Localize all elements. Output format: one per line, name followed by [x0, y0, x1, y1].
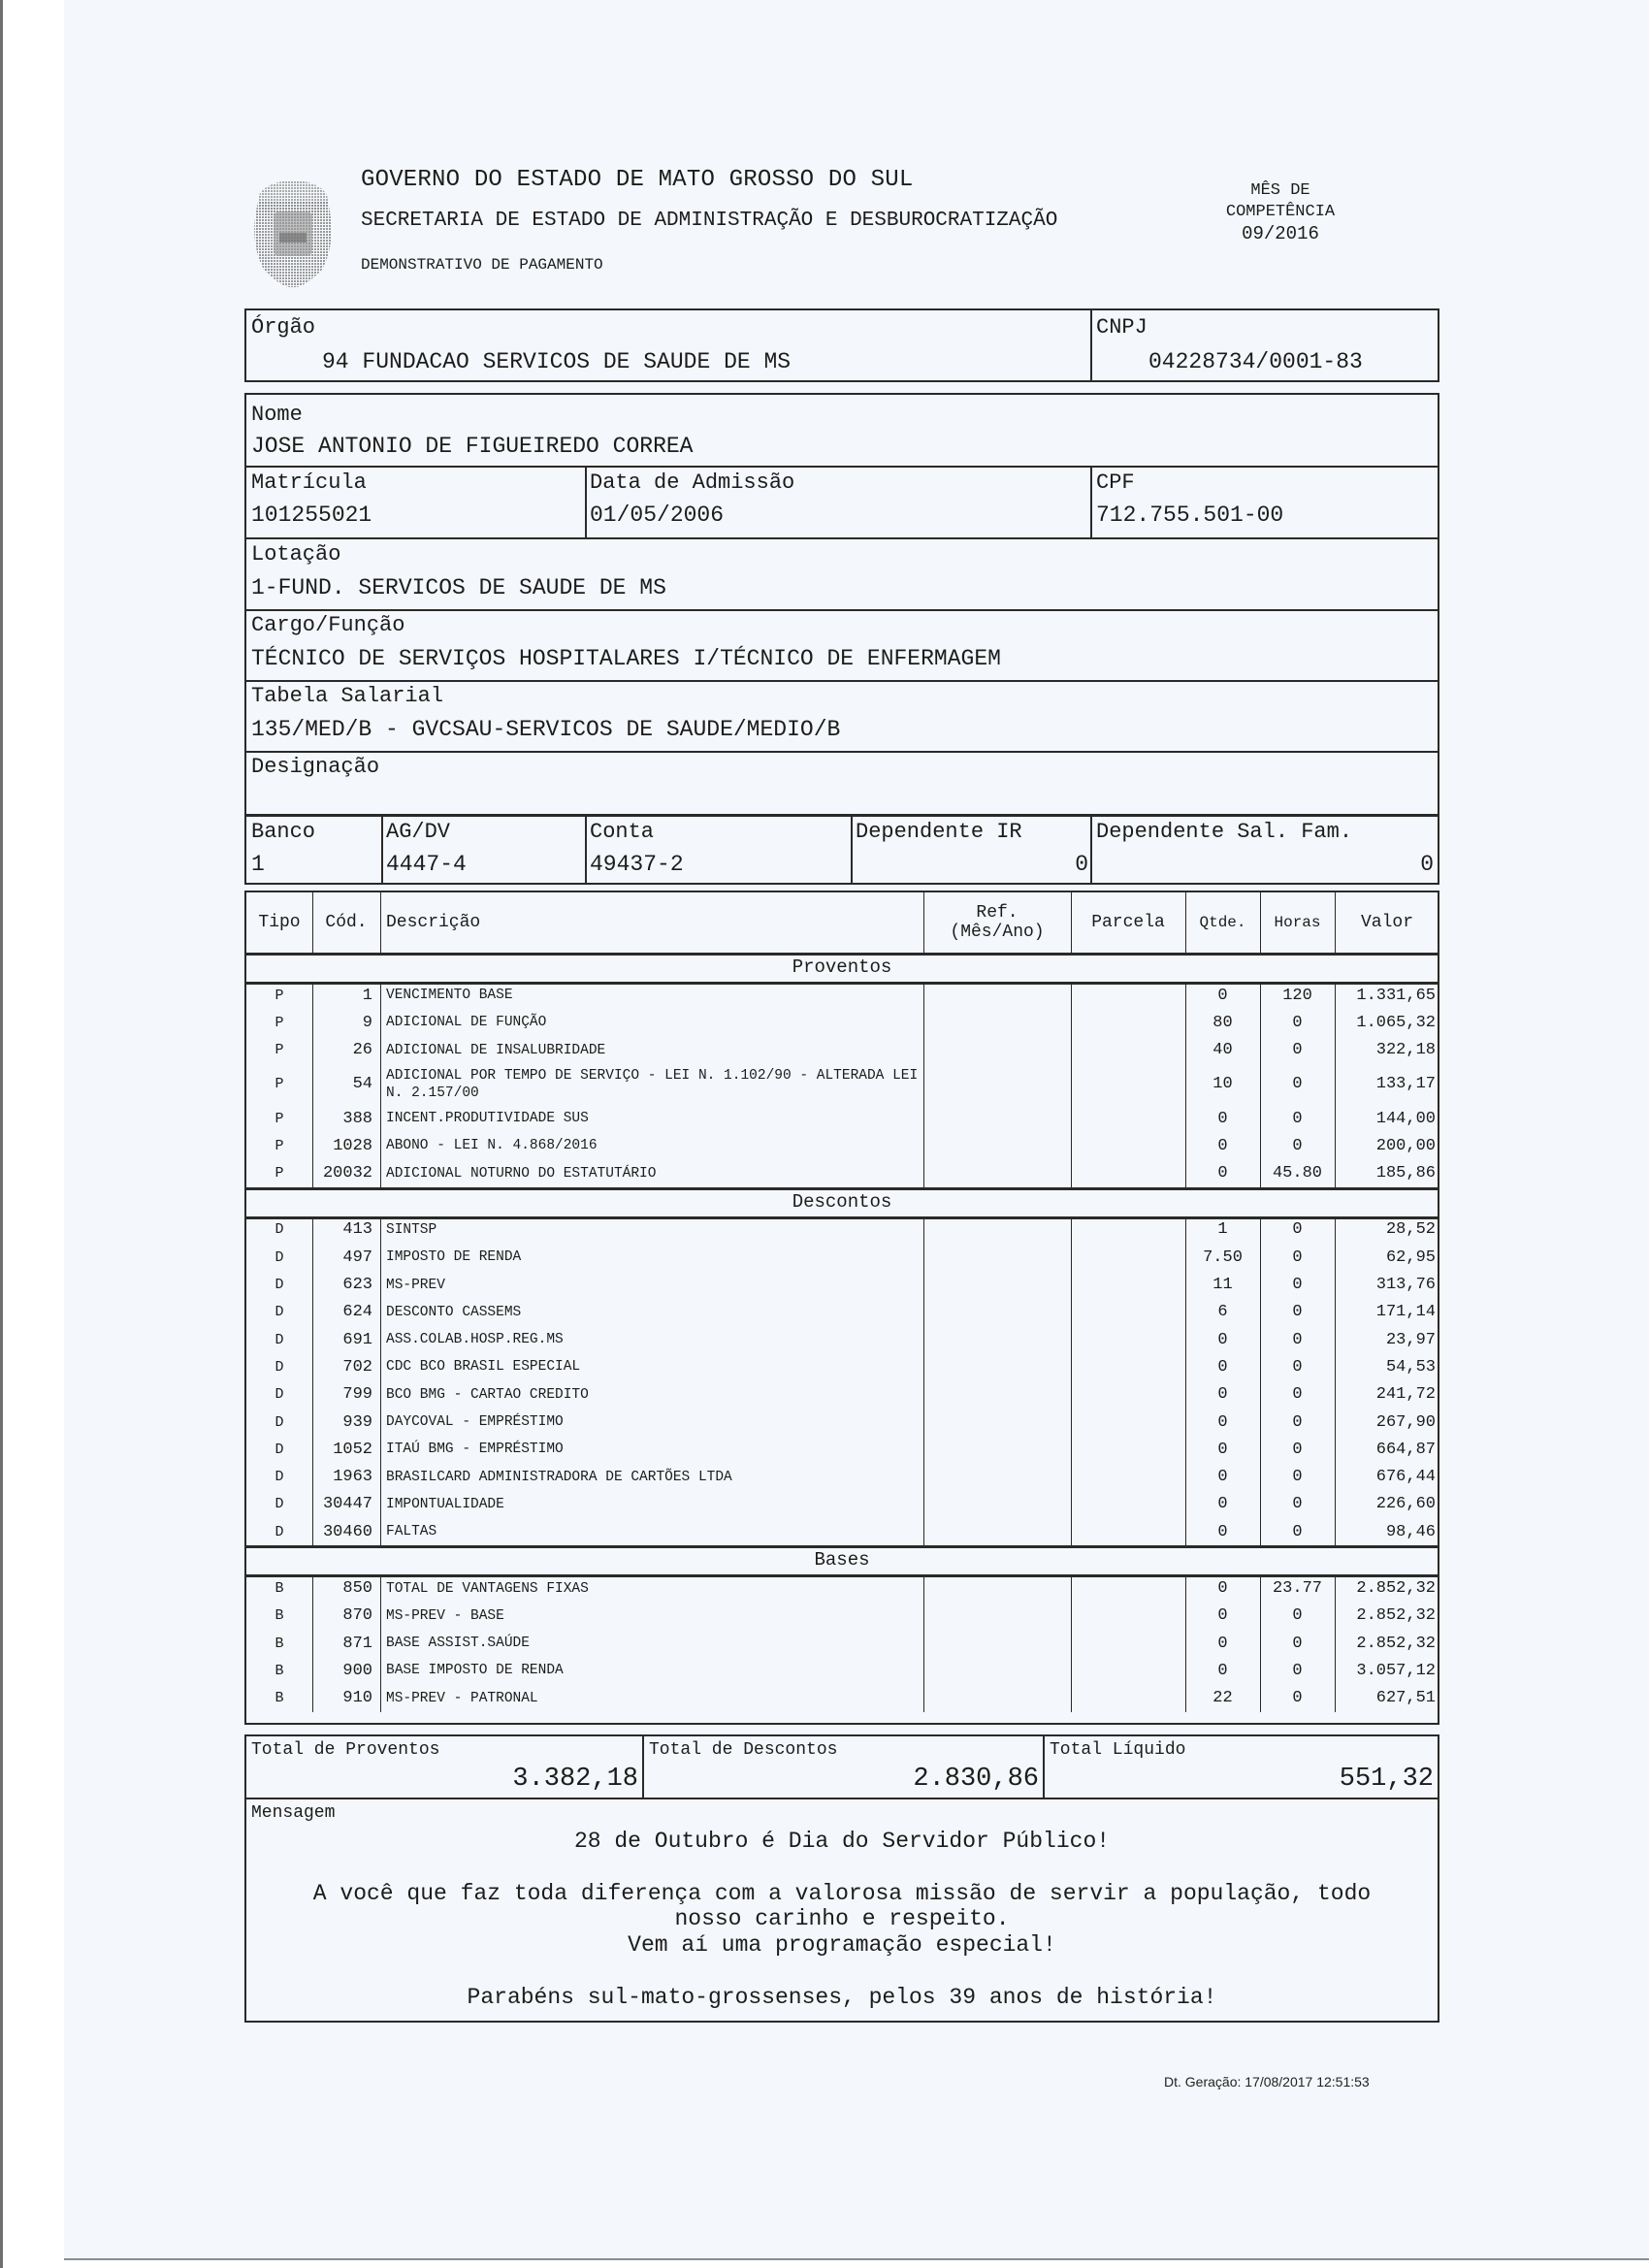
generation-date: Dt. Geração: 17/08/2017 12:51:53	[1164, 2074, 1370, 2090]
cell-cod: 623	[342, 1276, 372, 1295]
cell-descricao: BASE ASSIST.SAÚDE	[386, 1636, 530, 1652]
total-liquido-cell	[1045, 1736, 1438, 1798]
cell-cod: 691	[342, 1330, 372, 1349]
cell-valor: 664,87	[1375, 1440, 1436, 1459]
table-row	[246, 1353, 1438, 1380]
cell-horas: 0	[1292, 1330, 1303, 1349]
header-ref-line2: (Mês/Ano)	[950, 923, 1045, 942]
cell-qtde: 0	[1217, 1136, 1228, 1155]
banco-value: 1	[251, 852, 265, 877]
cell-horas: 0	[1292, 1661, 1303, 1680]
table-row	[246, 1657, 1438, 1684]
matricula-value: 101255021	[251, 502, 372, 528]
cell-descricao: ASS.COLAB.HOSP.REG.MS	[386, 1332, 564, 1348]
cell-descricao: DAYCOVAL - EMPRÉSTIMO	[386, 1414, 564, 1431]
cell-descricao: BCO BMG - CARTAO CREDITO	[386, 1386, 589, 1403]
dep-salfam-label: Dependente Sal. Fam.	[1096, 820, 1353, 844]
cell-cod: 26	[352, 1041, 372, 1060]
cell-qtde: 0	[1217, 1357, 1228, 1377]
cell-tipo: B	[275, 1607, 284, 1625]
cell-valor: 2.852,32	[1356, 1606, 1436, 1626]
table-row	[246, 1160, 1438, 1187]
table-row	[246, 1105, 1438, 1132]
table-row	[246, 1271, 1438, 1298]
mensagem-line-3: nosso carinho e respeito.	[674, 1906, 1010, 1931]
cell-valor: 62,95	[1385, 1247, 1436, 1267]
cell-valor: 627,51	[1375, 1689, 1436, 1708]
mensagem-line-5: Parabéns sul-mato-grossenses, pelos 39 anos de história!	[467, 1985, 1217, 2010]
divider	[381, 817, 383, 883]
competencia-label-1: MÊS DE	[1250, 181, 1310, 200]
cell-cod: 871	[342, 1634, 372, 1653]
column-divider	[1185, 1216, 1186, 1546]
lotacao-value: 1-FUND. SERVICOS DE SAUDE DE MS	[251, 575, 666, 600]
cell-cod: 910	[342, 1689, 372, 1708]
header-cod: Cód.	[325, 913, 368, 932]
cell-cod: 20032	[322, 1164, 372, 1183]
competencia-block	[1203, 180, 1358, 244]
column-divider	[380, 1574, 381, 1712]
cell-descricao: FALTAS	[386, 1524, 437, 1540]
cell-qtde: 0	[1217, 1634, 1228, 1653]
nome-value: JOSE ANTONIO DE FIGUEIREDO CORREA	[251, 434, 694, 459]
cell-qtde: 0	[1217, 1661, 1228, 1680]
cnpj-value: 04228734/0001-83	[1148, 349, 1363, 374]
admissao-value: 01/05/2006	[590, 502, 725, 528]
total-liquido-value: 551,32	[1339, 1765, 1434, 1794]
admissao-label: Data de Admissão	[590, 470, 795, 495]
cell-horas: 0	[1292, 1247, 1303, 1267]
dep-ir-label: Dependente IR	[856, 820, 1022, 844]
mensagem-box	[244, 1798, 1439, 2023]
dep-salfam-value: 0	[1420, 852, 1434, 877]
cell-tipo: D	[275, 1469, 284, 1486]
cell-tipo: P	[275, 1042, 284, 1059]
cell-cod: 1	[362, 986, 372, 1005]
header-ref	[923, 892, 1071, 953]
cell-horas: 0	[1292, 1385, 1303, 1405]
cell-valor: 171,14	[1375, 1303, 1436, 1322]
column-divider	[1185, 1574, 1186, 1712]
total-proventos-label: Total de Proventos	[251, 1740, 440, 1760]
cell-valor: 28,52	[1385, 1220, 1436, 1240]
cell-qtde: 0	[1217, 1330, 1228, 1349]
cell-horas: 0	[1292, 1303, 1303, 1322]
table-row	[246, 1064, 1438, 1105]
cell-horas: 0	[1292, 1606, 1303, 1626]
cell-tipo: B	[275, 1662, 284, 1679]
cell-valor: 98,46	[1385, 1522, 1436, 1541]
government-title: GOVERNO DO ESTADO DE MATO GROSSO DO SUL	[361, 167, 914, 193]
column-divider	[1260, 982, 1261, 1187]
cell-tipo: D	[275, 1277, 284, 1294]
cell-qtde: 0	[1217, 1468, 1228, 1487]
cell-qtde: 1	[1217, 1220, 1228, 1240]
cell-valor: 133,17	[1375, 1075, 1436, 1094]
cell-tipo: P	[275, 1014, 284, 1031]
nome-label: Nome	[251, 403, 303, 427]
cell-valor: 322,18	[1375, 1041, 1436, 1060]
table-row	[246, 982, 1438, 1009]
cell-horas: 0	[1292, 1041, 1303, 1060]
orgao-label: Órgão	[251, 315, 316, 340]
cell-qtde: 0	[1217, 986, 1228, 1005]
cell-tipo: B	[275, 1635, 284, 1652]
header-horas: Horas	[1274, 914, 1321, 931]
totals-box	[244, 1734, 1439, 1799]
table-row	[246, 1464, 1438, 1491]
cell-horas: 45.80	[1272, 1164, 1322, 1183]
cell-descricao: ADICIONAL DE INSALUBRIDADE	[386, 1042, 606, 1058]
cell-tipo: D	[275, 1523, 284, 1540]
cell-descricao: ADICIONAL DE FUNÇÃO	[386, 1015, 547, 1031]
cell-cod: 624	[342, 1303, 372, 1322]
cell-descricao: ADICIONAL POR TEMPO DE SERVIÇO - LEI N. 1.102/90 - ALTERADA LEI N. 2.157/00	[386, 1067, 919, 1101]
cell-valor: 2.852,32	[1356, 1634, 1436, 1653]
table-row	[246, 1409, 1438, 1436]
tabela-value: 135/MED/B - GVCSAU-SERVICOS DE SAUDE/MEDIO/B	[251, 717, 841, 742]
tabela-label: Tabela Salarial	[251, 684, 444, 708]
section-title-proventos: Proventos	[792, 956, 892, 978]
cell-cod: 413	[342, 1220, 372, 1240]
divider	[585, 468, 587, 537]
cell-horas: 0	[1292, 1357, 1303, 1377]
cell-valor: 2.852,32	[1356, 1579, 1436, 1599]
table-row	[246, 1381, 1438, 1409]
cell-valor: 23,97	[1385, 1330, 1436, 1349]
column-divider	[1335, 1216, 1336, 1546]
cell-qtde: 11	[1212, 1276, 1233, 1295]
column-divider	[380, 892, 381, 953]
lotacao-label: Lotação	[251, 542, 341, 567]
table-row	[246, 1244, 1438, 1271]
cell-qtde: 0	[1217, 1412, 1228, 1432]
table-row	[246, 1037, 1438, 1064]
cell-qtde: 0	[1217, 1606, 1228, 1626]
banco-row	[246, 817, 1438, 883]
table-row	[246, 1132, 1438, 1159]
divider	[246, 1574, 1438, 1577]
cell-horas: 0	[1292, 1013, 1303, 1032]
cell-horas: 0	[1292, 1075, 1303, 1094]
total-proventos-cell	[246, 1736, 642, 1798]
column-divider	[1335, 982, 1336, 1187]
column-divider	[1071, 892, 1072, 953]
total-descontos-value: 2.830,86	[913, 1765, 1039, 1794]
agencia-value: 4447-4	[386, 852, 467, 877]
cell-valor: 3.057,12	[1356, 1661, 1436, 1680]
total-descontos-label: Total de Descontos	[649, 1740, 838, 1760]
total-liquido-label: Total Líquido	[1050, 1740, 1186, 1760]
cell-horas: 0	[1292, 1109, 1303, 1128]
table-row	[246, 1518, 1438, 1545]
orgao-value: 94 FUNDACAO SERVICOS DE SAUDE DE MS	[322, 349, 792, 374]
divider	[851, 817, 853, 883]
table-row	[246, 1685, 1438, 1712]
column-divider	[1335, 892, 1336, 953]
cell-tipo: D	[275, 1304, 284, 1321]
cargo-label: Cargo/Função	[251, 613, 405, 637]
cell-cod: 1963	[333, 1468, 372, 1487]
cell-qtde: 0	[1217, 1440, 1228, 1459]
state-coat-of-arms-icon	[244, 173, 341, 293]
cell-tipo: P	[275, 1110, 284, 1127]
cell-valor: 313,76	[1375, 1276, 1436, 1295]
cell-tipo: D	[275, 1496, 284, 1513]
cell-qtde: 0	[1217, 1495, 1228, 1514]
cell-tipo: P	[275, 1165, 284, 1183]
servidor-box	[244, 393, 1439, 885]
cell-horas: 0	[1292, 1468, 1303, 1487]
total-proventos-value: 3.382,18	[512, 1765, 638, 1794]
header-qtde: Qtde.	[1199, 914, 1246, 931]
column-divider	[923, 1574, 924, 1712]
column-divider	[1260, 1216, 1261, 1546]
cell-qtde: 7.50	[1203, 1247, 1243, 1267]
table-row	[246, 1216, 1438, 1244]
divider	[246, 982, 1438, 985]
cell-qtde: 80	[1212, 1013, 1233, 1032]
cell-descricao: TOTAL DE VANTAGENS FIXAS	[386, 1580, 589, 1597]
cell-tipo: D	[275, 1331, 284, 1348]
column-divider	[923, 982, 924, 1187]
cell-valor: 676,44	[1375, 1468, 1436, 1487]
cell-tipo: D	[275, 1248, 284, 1266]
orgao-box	[244, 308, 1439, 382]
column-divider	[380, 1216, 381, 1546]
cell-horas: 0	[1292, 1689, 1303, 1708]
cell-horas: 0	[1292, 1220, 1303, 1240]
cell-valor: 1.331,65	[1356, 986, 1436, 1005]
divider	[246, 1545, 1438, 1548]
secretariat-title: SECRETARIA DE ESTADO DE ADMINISTRAÇÃO E DESBUROCRATIZAÇÃO	[361, 210, 1058, 232]
column-divider	[923, 892, 924, 953]
mensagem-line-1: 28 de Outubro é Dia do Servidor Público!	[573, 1829, 1111, 1854]
mensagem-line-4: Vem aí uma programação especial!	[628, 1932, 1056, 1958]
cell-cod: 30460	[322, 1522, 372, 1541]
dep-ir-value: 0	[1075, 852, 1088, 877]
column-divider	[380, 982, 381, 1187]
header-tipo: Tipo	[258, 913, 301, 932]
column-divider	[1071, 1574, 1072, 1712]
cell-tipo: D	[275, 1221, 284, 1239]
cell-horas: 0	[1292, 1440, 1303, 1459]
divider	[246, 1216, 1438, 1219]
cell-horas: 0	[1292, 1522, 1303, 1541]
conta-label: Conta	[590, 820, 655, 844]
header-parcela: Parcela	[1091, 913, 1165, 932]
column-divider	[923, 1216, 924, 1546]
cell-descricao: BRASILCARD ADMINISTRADORA DE CARTÕES LTDA	[386, 1469, 732, 1485]
mensagem-line-2: A você que faz toda diferença com a valorosa missão de servir a população, todo	[312, 1881, 1372, 1906]
cell-horas: 23.77	[1272, 1579, 1322, 1599]
cell-tipo: D	[275, 1441, 284, 1458]
cell-qtde: 0	[1217, 1522, 1228, 1541]
column-divider	[1071, 982, 1072, 1187]
cell-cod: 702	[342, 1357, 372, 1377]
cargo-value: TÉCNICO DE SERVIÇOS HOSPITALARES I/TÉCNICO DE ENFERMAGEM	[251, 646, 1001, 671]
cell-horas: 0	[1292, 1276, 1303, 1295]
cell-qtde: 0	[1217, 1385, 1228, 1405]
cell-descricao: ADICIONAL NOTURNO DO ESTATUTÁRIO	[386, 1165, 657, 1182]
table-row	[246, 1009, 1438, 1036]
divider	[585, 817, 587, 883]
cell-descricao: DESCONTO CASSEMS	[386, 1304, 522, 1320]
total-descontos-cell	[644, 1736, 1043, 1798]
cell-valor: 54,53	[1385, 1357, 1436, 1377]
divider	[246, 609, 1438, 611]
cell-tipo: P	[275, 1076, 284, 1093]
cell-cod: 799	[342, 1385, 372, 1405]
cell-descricao: ITAÚ BMG - EMPRÉSTIMO	[386, 1442, 564, 1458]
cell-cod: 939	[342, 1412, 372, 1432]
cell-cod: 1052	[333, 1440, 372, 1459]
conta-value: 49437-2	[590, 852, 684, 877]
table-row	[246, 1326, 1438, 1353]
cnpj-label: CNPJ	[1096, 315, 1148, 340]
cell-descricao: MS-PREV	[386, 1277, 445, 1293]
cell-cod: 900	[342, 1661, 372, 1680]
payroll-table	[244, 891, 1439, 1725]
divider	[1090, 310, 1092, 380]
cell-cod: 30447	[322, 1495, 372, 1514]
cell-horas: 0	[1292, 1634, 1303, 1653]
competencia-value: 09/2016	[1242, 223, 1319, 244]
cell-horas: 0	[1292, 1136, 1303, 1155]
cell-descricao: ABONO - LEI N. 4.868/2016	[386, 1138, 598, 1154]
column-divider	[1071, 1216, 1072, 1546]
column-divider	[312, 1216, 313, 1546]
banco-label: Banco	[251, 820, 316, 844]
column-divider	[1185, 892, 1186, 953]
cell-descricao: SINTSP	[386, 1221, 437, 1238]
divider	[1090, 817, 1092, 883]
table-row	[246, 1630, 1438, 1657]
cell-qtde: 0	[1217, 1164, 1228, 1183]
cell-qtde: 10	[1212, 1075, 1233, 1094]
divider	[246, 751, 1438, 753]
cell-descricao: IMPOSTO DE RENDA	[386, 1249, 522, 1266]
cell-descricao: VENCIMENTO BASE	[386, 988, 513, 1004]
cell-descricao: BASE IMPOSTO DE RENDA	[386, 1663, 564, 1679]
cell-descricao: IMPONTUALIDADE	[386, 1496, 504, 1512]
cell-descricao: CDC BCO BRASIL ESPECIAL	[386, 1359, 581, 1376]
cell-tipo: D	[275, 1358, 284, 1376]
cell-qtde: 40	[1212, 1041, 1233, 1060]
cell-tipo: D	[275, 1386, 284, 1404]
cell-tipo: P	[275, 1137, 284, 1154]
column-divider	[1335, 1574, 1336, 1712]
designacao-label: Designação	[251, 755, 380, 779]
header-ref-line1: Ref.	[976, 903, 1018, 923]
divider	[246, 1187, 1438, 1190]
matricula-label: Matrícula	[251, 470, 367, 495]
cell-tipo: B	[275, 1690, 284, 1707]
column-divider	[312, 1574, 313, 1712]
table-row	[246, 1491, 1438, 1518]
cell-tipo: B	[275, 1580, 284, 1598]
cell-qtde: 0	[1217, 1579, 1228, 1599]
column-divider	[1185, 982, 1186, 1187]
cell-cod: 388	[342, 1109, 372, 1128]
header-descricao: Descrição	[386, 913, 481, 932]
divider	[1090, 468, 1092, 537]
cell-horas: 120	[1282, 986, 1312, 1005]
cell-valor: 144,00	[1375, 1109, 1436, 1128]
cpf-label: CPF	[1096, 470, 1135, 495]
cell-descricao: INCENT.PRODUTIVIDADE SUS	[386, 1111, 589, 1127]
scanner-margin	[0, 0, 64, 2268]
document-type-title: DEMONSTRATIVO DE PAGAMENTO	[361, 256, 603, 274]
table-row	[246, 1436, 1438, 1463]
cell-qtde: 6	[1217, 1303, 1228, 1322]
cell-cod: 497	[342, 1247, 372, 1267]
cell-cod: 870	[342, 1606, 372, 1626]
cell-valor: 200,00	[1375, 1136, 1436, 1155]
cell-qtde: 22	[1212, 1689, 1233, 1708]
table-row	[246, 1603, 1438, 1630]
cell-tipo: D	[275, 1413, 284, 1431]
cell-valor: 241,72	[1375, 1385, 1436, 1405]
cell-horas: 0	[1292, 1495, 1303, 1514]
divider	[246, 953, 1438, 956]
cell-tipo: P	[275, 987, 284, 1004]
column-divider	[312, 892, 313, 953]
cell-horas: 0	[1292, 1412, 1303, 1432]
section-title-descontos: Descontos	[792, 1190, 892, 1213]
column-divider	[1260, 892, 1261, 953]
cpf-value: 712.755.501-00	[1096, 502, 1284, 528]
matricula-row	[246, 468, 1438, 537]
cell-cod: 850	[342, 1579, 372, 1599]
cell-valor: 226,60	[1375, 1495, 1436, 1514]
cell-valor: 1.065,32	[1356, 1013, 1436, 1032]
mensagem-label: Mensagem	[251, 1803, 336, 1823]
agencia-label: AG/DV	[386, 820, 451, 844]
table-row	[246, 1574, 1438, 1602]
section-title-bases: Bases	[814, 1549, 870, 1571]
cell-descricao: MS-PREV - PATRONAL	[386, 1690, 538, 1706]
divider	[246, 680, 1438, 682]
cell-cod: 54	[352, 1075, 372, 1094]
divider	[246, 537, 1438, 539]
column-divider	[1260, 1574, 1261, 1712]
cell-valor: 185,86	[1375, 1164, 1436, 1183]
table-row	[246, 1299, 1438, 1326]
header-valor: Valor	[1360, 913, 1413, 932]
cell-cod: 9	[362, 1013, 372, 1032]
competencia-label-2: COMPETÊNCIA	[1225, 203, 1336, 221]
cell-cod: 1028	[333, 1136, 372, 1155]
column-divider	[312, 982, 313, 1187]
cell-descricao: MS-PREV - BASE	[386, 1607, 504, 1624]
cell-qtde: 0	[1217, 1109, 1228, 1128]
cell-valor: 267,90	[1375, 1412, 1436, 1432]
